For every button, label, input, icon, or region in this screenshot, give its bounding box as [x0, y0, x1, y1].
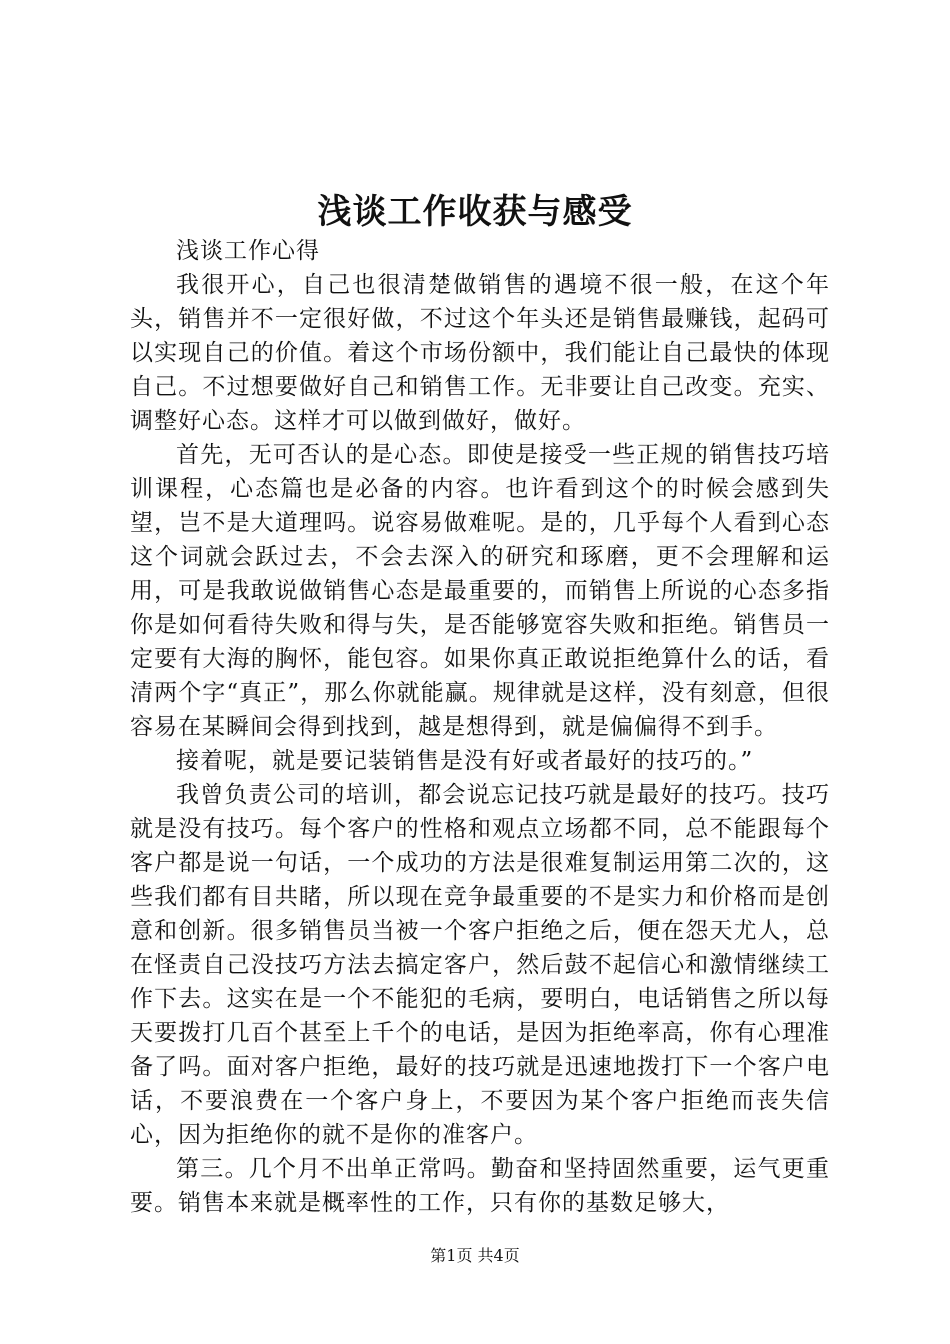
paragraph: 我曾负责公司的培训，都会说忘记技巧就是最好的技巧。技巧就是没有技巧。每个客户的性格和观点立场都不同，总不能跟每个客户都是说一句话，一个成功的方法是很难复制运用第二次的，这些我们都有目共睹，所以现在竞争最重要的不是实力和价格而是创意和创新。很多销售员当被一个客户拒绝之后，便在怨天尤人，总在怪责自己没技巧方法去搞定客户，然后鼓不起信心和激情继续工作下去。这实在是一个不能犯的毛病，要明白，电话销售之所以每天要拨打几百个甚至上千个的电话，是因为拒绝率高，你有心理准备了吗。面对客户拒绝，最好的技巧就是迅速地拨打下一个客户电话，不要浪费在一个客户身上，不要因为某个客户拒绝而丧失信心，因为拒绝你的就不是你的准客户。: [130, 782, 830, 1148]
paragraph: 第三。几个月不出单正常吗。勤奋和坚持固然重要，运气更重要。销售本来就是概率性的工作，只有你的基数足够大，: [130, 1156, 830, 1216]
page-footer: 第1页 共4页: [430, 1246, 520, 1265]
paragraph: 接着呢，就是要记装销售是没有好或者最好的技巧的。”: [176, 748, 754, 774]
document-body: [130, 234, 830, 1220]
paragraph: 首先，无可否认的是心态。即使是接受一些正规的销售技巧培训课程，心态篇也是必备的内容。也许看到这个的时候会感到失望，岂不是大道理吗。说容易做难呢。是的，几乎每个人看到心态这个词就会跃过去，不会去深入的研究和琢磨，更不会理解和运用，可是我敢说做销售心态是最重要的，而销售上所说的心态多指你是如何看待失败和得与失，是否能够宽容失败和拒绝。销售员一定要有大海的胸怀，能包容。如果你真正敢说拒绝算什么的话，看清两个字“真正”，那么你就能赢。规律就是这样，没有刻意，但很容易在某瞬间会得到找到，越是想得到，就是偏偏得不到手。: [130, 442, 830, 740]
document-title: 浅谈工作收获与感受: [317, 192, 633, 232]
paragraph-subtitle: 浅谈工作心得: [176, 238, 320, 264]
paragraph: 我很开心，自己也很清楚做销售的遇境不很一般，在这个年头，销售并不一定很好做，不过这个年头还是销售最赚钱，起码可以实现自己的价值。着这个市场份额中，我们能让自己最快的体现自己。不过想要做好自己和销售工作。无非要让自己改变。充实、调整好心态。这样才可以做到做好，做好。: [130, 272, 830, 434]
